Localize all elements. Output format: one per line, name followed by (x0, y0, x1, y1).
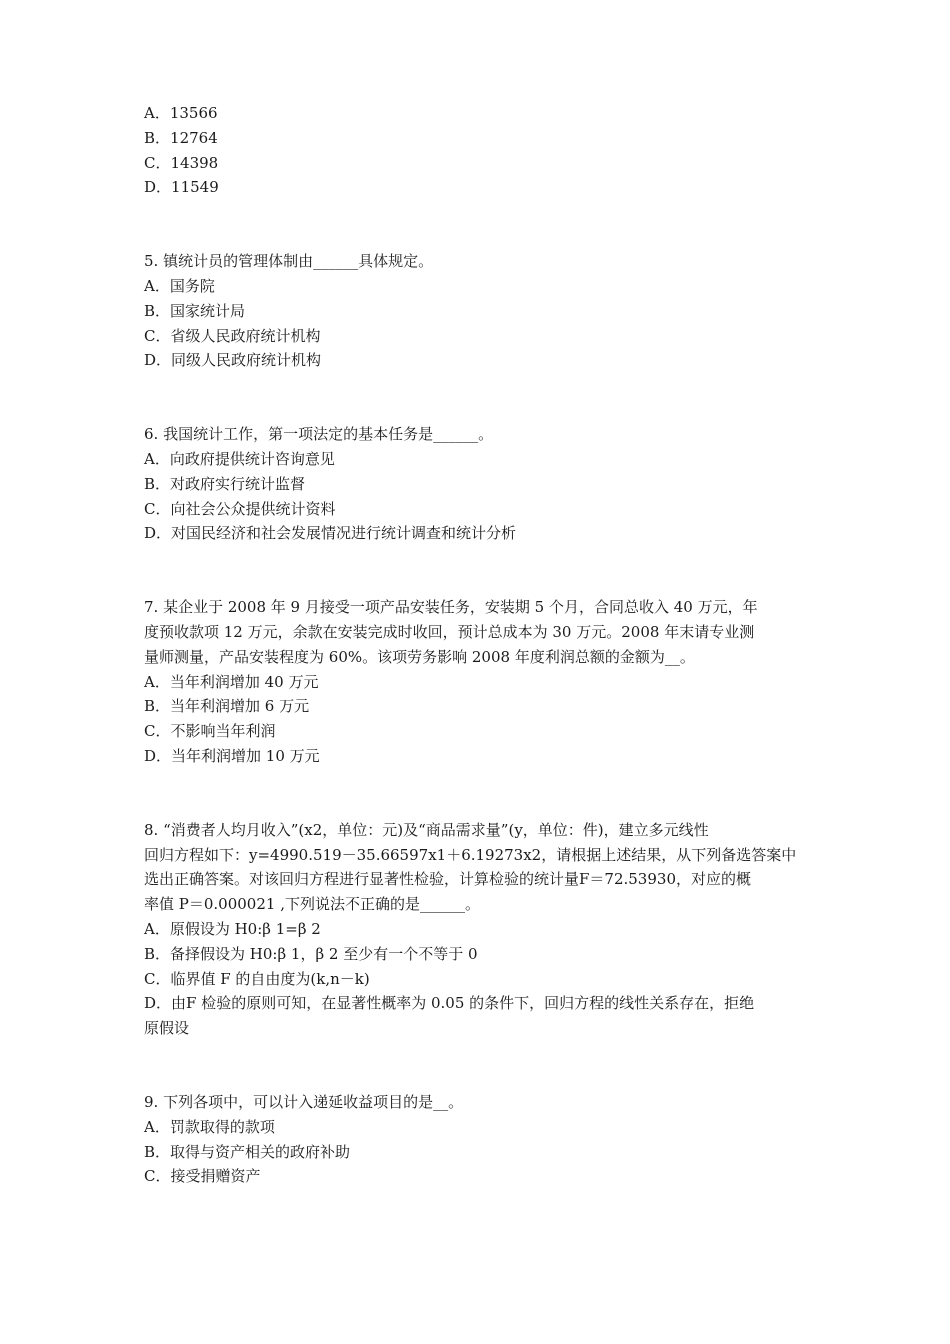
option-a: A．国务院 (144, 276, 215, 295)
question-stem-line: 8. “消费者人均月收入”(x2，单位：元)及“商品需求量”(y，单位：件)，建立多元线性 (144, 820, 709, 839)
option-a: A．向政府提供统计咨询意见 (144, 449, 335, 468)
option-d: D．对国民经济和社会发展情况进行统计调查和统计分析 (144, 524, 517, 543)
question-stem-line: 7. 某企业于 2008 年 9 月接受一项产品安装任务，安装期 5 个月，合同总收入 40 万元，年 (144, 598, 758, 617)
question-stem-line: 度预收款项 12 万元，余款在安装完成时收回，预计总成本为 30 万元。2008 年末请专业测 (144, 622, 755, 641)
question-stem: 9. 下列各项中，可以计入递延收益项目的是__。 (144, 1092, 464, 1111)
question-9 (144, 1090, 824, 1189)
question-stem: 6. 我国统计工作，第一项法定的基本任务是______。 (144, 425, 494, 444)
option-c: C．14398 (144, 153, 219, 172)
question-6 (144, 422, 824, 546)
option-d: D．当年利润增加 10 万元 (144, 746, 320, 765)
option-b: B．备择假设为 H0:β 1，β 2 至少有一个不等于 0 (144, 944, 478, 963)
question-stem: 5. 镇统计员的管理体制由______具体规定。 (144, 252, 434, 271)
question-stem-line: 回归方程如下：y=4990.519－35.66597x1＋6.19273x2，请根据上述结果，从下列备选答案中 (144, 845, 797, 864)
option-a: A．当年利润增加 40 万元 (144, 672, 319, 691)
option-c: C．省级人民政府统计机构 (144, 326, 321, 345)
option-b: B．国家统计局 (144, 301, 246, 320)
option-a: A．罚款取得的款项 (144, 1117, 275, 1136)
question-stem-line: 率值 P＝0.000021 ,下列说法不正确的是______。 (144, 895, 480, 914)
question-4-options (144, 101, 824, 200)
question-stem-line: 选出正确答案。对该回归方程进行显著性检验，计算检验的统计量F＝72.53930，对应的概 (144, 870, 751, 889)
question-5 (144, 249, 824, 373)
option-c: C．接受捐赠资产 (144, 1167, 261, 1186)
document-page (144, 101, 824, 1189)
option-a: A．原假设为 H0:β 1=β 2 (144, 919, 321, 938)
option-b: B．当年利润增加 6 万元 (144, 697, 310, 716)
option-a: A．13566 (144, 104, 218, 122)
option-d-continuation: 原假设 (144, 1019, 190, 1038)
option-c: C．临界值 F 的自由度为(k,n－k) (144, 969, 370, 988)
option-d: D．由F 检验的原则可知，在显著性概率为 0.05 的条件下，回归方程的线性关系存在，拒绝 (144, 994, 755, 1013)
question-7 (144, 595, 824, 769)
option-b: B．取得与资产相关的政府补助 (144, 1142, 351, 1161)
option-c: C．不影响当年利润 (144, 722, 276, 741)
option-b: B．对政府实行统计监督 (144, 474, 306, 493)
question-stem-line: 量师测量，产品安装程度为 60%。该项劳务影响 2008 年度利润总额的金额为__。 (144, 647, 695, 666)
option-c: C．向社会公众提供统计资料 (144, 499, 336, 518)
question-8 (144, 818, 824, 1041)
option-b: B．12764 (144, 128, 218, 147)
option-d: D．同级人民政府统计机构 (144, 351, 322, 370)
option-d: D．11549 (144, 178, 219, 197)
